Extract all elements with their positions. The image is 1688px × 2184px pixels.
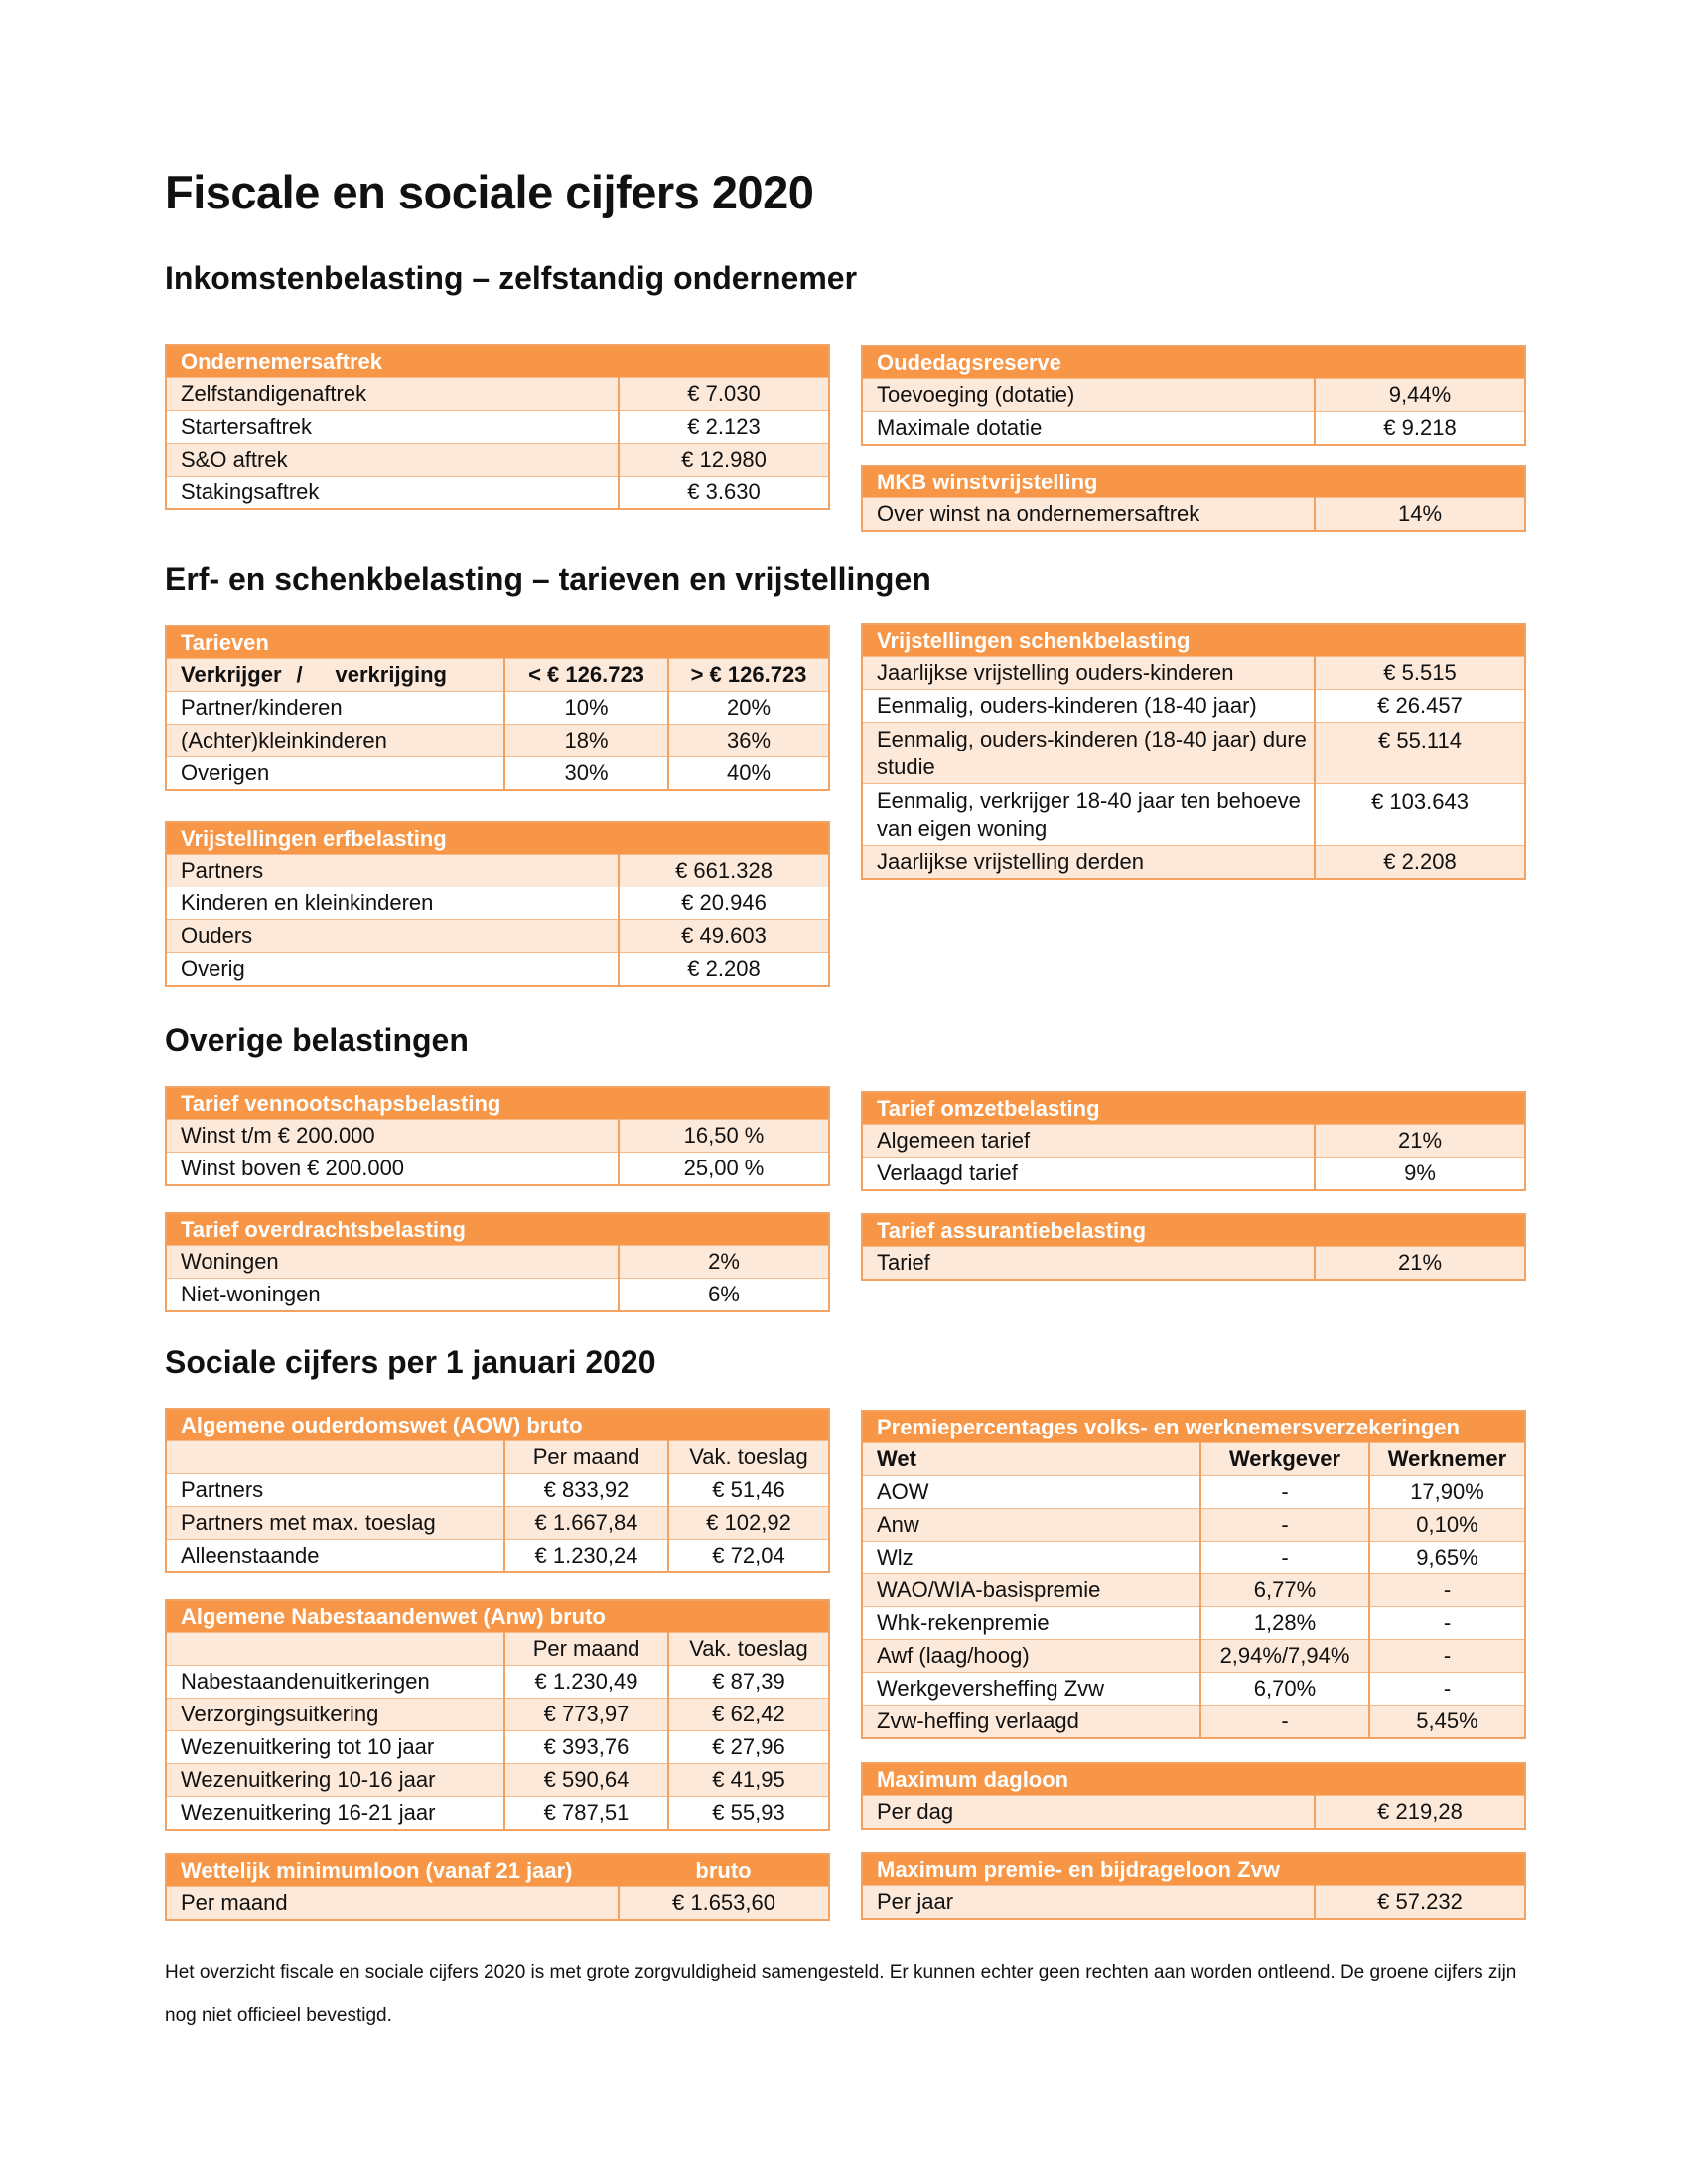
table-row: Over winst na ondernemersaftrek 14% (863, 498, 1524, 531)
disclaimer-text: Het overzicht fiscale en sociale cijfers 2020 is met grote zorgvuldigheid samengesteld. Er kunnen echter geen rechten aan worden ontleend. De groene cijfers zijn nog niet officieel bevestigd. (165, 1962, 1517, 2026)
table-row: S&O aftrek € 12.980 (167, 444, 828, 477)
section-heading-erf-schenkbelasting: Erf- en schenkbelasting – tarieven en vrijstellingen (165, 561, 931, 597)
table-header: Maximum dagloon (863, 1764, 1524, 1796)
table-ondernemersaftrek (165, 344, 830, 510)
table-header: Tarief assurantiebelasting (863, 1215, 1524, 1247)
section-heading-overige-belastingen: Overige belastingen (165, 1023, 469, 1058)
table-row: Niet-woningen 6% (167, 1279, 828, 1311)
table-row: Partners € 833,92 € 51,46 (167, 1474, 828, 1507)
table-column-headers: Per maand Vak. toeslag (167, 1633, 828, 1666)
table-row: Woningen 2% (167, 1246, 828, 1279)
table-header: Tarieven (167, 627, 828, 659)
table-row: Jaarlijkse vrijstelling derden € 2.208 (863, 846, 1524, 879)
table-overdrachtsbelasting (165, 1212, 830, 1312)
table-row: Per dag € 219,28 (863, 1796, 1524, 1829)
table-header: Ondernemersaftrek (167, 346, 828, 378)
table-wettelijk-minimumloon: Wettelijk minimumloon (vanaf 21 jaar) bruto Per maand € 1.653,60 (165, 1853, 830, 1921)
table-header: Oudedagsreserve (863, 347, 1524, 379)
table-column-headers: Verkrijger / verkrijging < € 126.723 > € 126.723 (167, 659, 828, 692)
table-omzetbelasting (861, 1091, 1526, 1191)
table-row: Wezenuitkering 10-16 jaar € 590,64 € 41,95 (167, 1764, 828, 1797)
table-row: AOW - 17,90% (863, 1476, 1524, 1509)
table-header: Tarief vennootschapsbelasting (167, 1088, 828, 1120)
table-row: Stakingsaftrek € 3.630 (167, 477, 828, 509)
table-row: Anw - 0,10% (863, 1509, 1524, 1542)
table-row: Toevoeging (dotatie) 9,44% (863, 379, 1524, 412)
table-header: Algemene Nabestaandenwet (Anw) bruto (167, 1601, 828, 1633)
table-vennootschapsbelasting (165, 1086, 830, 1186)
table-row: Kinderen en kleinkinderen € 20.946 (167, 887, 828, 920)
table-row: Wezenuitkering tot 10 jaar € 393,76 € 27,96 (167, 1731, 828, 1764)
table-premiepercentages (861, 1410, 1526, 1739)
table-oudedagsreserve (861, 345, 1526, 446)
table-header: MKB winstvrijstelling (863, 467, 1524, 498)
table-vrijstellingen-erfbelasting (165, 821, 830, 987)
table-vrijstellingen-schenkbelasting (861, 623, 1526, 880)
table-anw (165, 1599, 830, 1831)
table-header: Premiepercentages volks- en werknemersverzekeringen (863, 1412, 1524, 1443)
table-row: WAO/WIA-basispremie 6,77% - (863, 1574, 1524, 1607)
table-column-headers: Wet Werkgever Werknemer (863, 1443, 1524, 1476)
table-row: Maximale dotatie € 9.218 (863, 412, 1524, 445)
table-row: Nabestaandenuitkeringen € 1.230,49 € 87,39 (167, 1666, 828, 1699)
table-header: Maximum premie- en bijdrageloon Zvw (863, 1854, 1524, 1886)
table-column-headers: Per maand Vak. toeslag (167, 1441, 828, 1474)
table-maximum-premieloon-zvw (861, 1852, 1526, 1920)
table-row: (Achter)kleinkinderen 18% 36% (167, 725, 828, 757)
table-row: Verlaagd tarief 9% (863, 1158, 1524, 1190)
table-aow (165, 1408, 830, 1573)
table-header: Wettelijk minimumloon (vanaf 21 jaar) (167, 1855, 619, 1887)
table-row: Tarief 21% (863, 1247, 1524, 1280)
table-row: Wezenuitkering 16-21 jaar € 787,51 € 55,93 (167, 1797, 828, 1830)
table-row: Werkgeversheffing Zvw 6,70% - (863, 1673, 1524, 1706)
table-row: Alleenstaande € 1.230,24 € 72,04 (167, 1540, 828, 1572)
section-heading-inkomstenbelasting: Inkomstenbelasting – zelfstandig ondernemer (165, 260, 858, 296)
table-row: Startersaftrek € 2.123 (167, 411, 828, 444)
table-row: Partners met max. toeslag € 1.667,84 € 102,92 (167, 1507, 828, 1540)
table-header: Tarief overdrachtsbelasting (167, 1214, 828, 1246)
table-row: Eenmalig, ouders-kinderen (18-40 jaar) dure studie € 55.114 (863, 723, 1524, 784)
table-row: Winst t/m € 200.000 16,50 % (167, 1120, 828, 1153)
page-title: Fiscale en sociale cijfers 2020 (165, 166, 814, 218)
table-header: Algemene ouderdomswet (AOW) bruto (167, 1410, 828, 1441)
table-assurantiebelasting (861, 1213, 1526, 1281)
table-row: Partners € 661.328 (167, 855, 828, 887)
table-row: Eenmalig, verkrijger 18-40 jaar ten behoeve van eigen woning € 103.643 (863, 784, 1524, 846)
table-row: Zvw-heffing verlaagd - 5,45% (863, 1706, 1524, 1738)
table-row: Winst boven € 200.000 25,00 % (167, 1153, 828, 1185)
table-row: Algemeen tarief 21% (863, 1125, 1524, 1158)
table-row: Eenmalig, ouders-kinderen (18-40 jaar) € 26.457 (863, 690, 1524, 723)
table-header: Vrijstellingen schenkbelasting (863, 625, 1524, 657)
section-heading-sociale-cijfers: Sociale cijfers per 1 januari 2020 (165, 1344, 656, 1380)
table-row: Verzorgingsuitkering € 773,97 € 62,42 (167, 1699, 828, 1731)
table-row: Per maand € 1.653,60 (167, 1887, 828, 1920)
table-row: Overig € 2.208 (167, 953, 828, 986)
table-row: Zelfstandigenaftrek € 7.030 (167, 378, 828, 411)
table-header: Vrijstellingen erfbelasting (167, 823, 828, 855)
table-row: Awf (laag/hoog) 2,94%/7,94% - (863, 1640, 1524, 1673)
table-row: Jaarlijkse vrijstelling ouders-kinderen € 5.515 (863, 657, 1524, 690)
table-row: Ouders € 49.603 (167, 920, 828, 953)
table-row: Overigen 30% 40% (167, 757, 828, 790)
table-row: Wlz - 9,65% (863, 1542, 1524, 1574)
table-header: Tarief omzetbelasting (863, 1093, 1524, 1125)
table-tarieven (165, 625, 830, 791)
table-maximum-dagloon (861, 1762, 1526, 1830)
table-row: Partner/kinderen 10% 20% (167, 692, 828, 725)
table-row: Whk-rekenpremie 1,28% - (863, 1607, 1524, 1640)
table-mkb-winstvrijstelling (861, 465, 1526, 532)
table-row: Per jaar € 57.232 (863, 1886, 1524, 1919)
